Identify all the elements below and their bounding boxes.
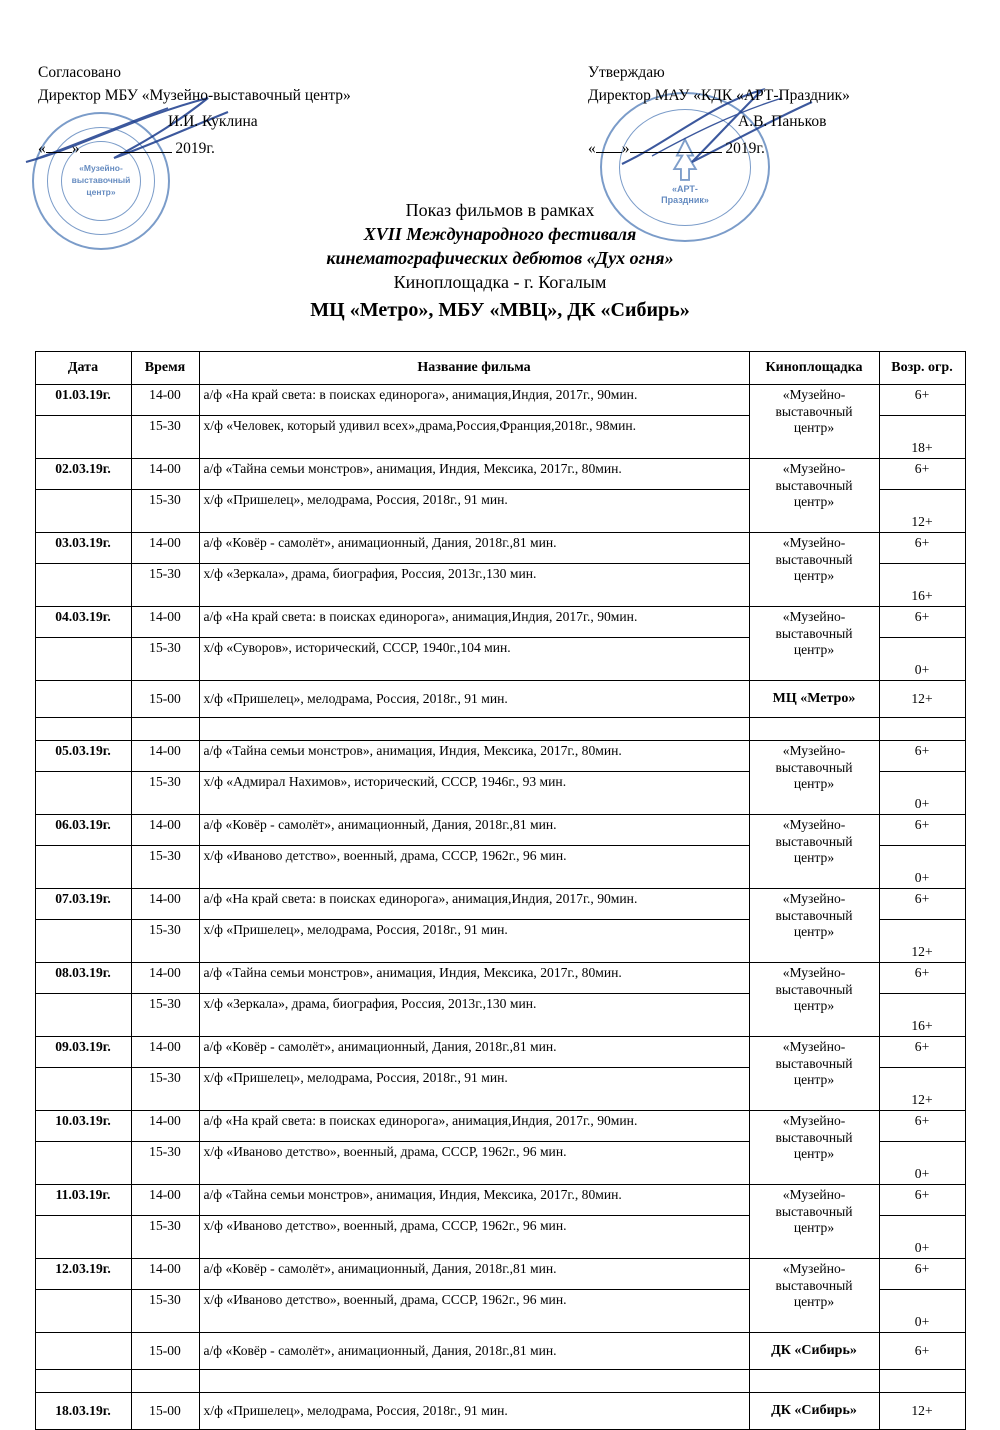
table-row <box>35 741 965 772</box>
approval-left-title: Согласовано <box>38 64 121 81</box>
venue-line-3: центр» <box>793 419 835 435</box>
title-line-2: XVII Международного фестиваля <box>363 223 637 244</box>
date-cell <box>35 1068 131 1111</box>
venue-line-2: выставочный <box>775 403 853 419</box>
date-cell: 04.03.19г. <box>35 607 131 638</box>
age-cell: 12+ <box>879 490 965 533</box>
time-cell: 15-30 <box>131 564 199 607</box>
table-row <box>35 1259 965 1290</box>
approval-right <box>588 62 948 161</box>
date-cell <box>35 564 131 607</box>
approval-left-month-blank <box>80 152 172 153</box>
age-cell: 0+ <box>879 1216 965 1259</box>
venue-cell <box>749 1185 879 1259</box>
venue-cell <box>749 963 879 1037</box>
approval-left-day-blank <box>46 152 72 153</box>
age-cell: 6+ <box>879 741 965 772</box>
date-cell <box>35 994 131 1037</box>
approval-right-year: 2019г. <box>725 140 765 158</box>
venue-cell <box>749 533 879 607</box>
stamp-right-line2: Праздник» <box>661 195 709 205</box>
venue-cell <box>749 741 879 815</box>
header-film: Название фильма <box>199 352 749 385</box>
spacer-cell <box>131 718 199 741</box>
age-cell: 18+ <box>879 416 965 459</box>
film-cell: а/ф «Тайна семьи монстров», анимация, Индия, Мексика, 2017г., 80мин. <box>199 741 749 772</box>
approval-left-year: 2019г. <box>175 140 215 158</box>
film-cell: х/ф «Адмирал Нахимов», исторический, СССР, 1946г., 93 мин. <box>199 772 749 815</box>
age-cell: 6+ <box>879 385 965 416</box>
date-cell: 06.03.19г. <box>35 815 131 846</box>
age-cell: 6+ <box>879 889 965 920</box>
spacer-row <box>35 1370 965 1393</box>
venue-line-3: центр» <box>793 641 835 657</box>
table-row <box>35 385 965 416</box>
venue-line-3: центр» <box>793 567 835 583</box>
stamp-right-line1: «АРТ- <box>672 184 698 194</box>
approval-left-name: И.И. Куклина <box>168 112 258 130</box>
approval-left-date-close: » <box>71 140 80 158</box>
time-cell: 14-00 <box>131 815 199 846</box>
page-title <box>0 199 1000 323</box>
film-cell: а/ф «На край света: в поисках единорога», анимация,Индия, 2017г., 90мин. <box>199 1111 749 1142</box>
approval-right-title: Утверждаю <box>588 64 665 81</box>
time-cell: 14-00 <box>131 1037 199 1068</box>
age-cell: 0+ <box>879 638 965 681</box>
approval-right-month-blank <box>630 152 722 153</box>
time-cell: 14-00 <box>131 459 199 490</box>
date-cell <box>35 416 131 459</box>
schedule-body <box>35 385 965 1430</box>
film-cell: а/ф «Ковёр - самолёт», анимационный, Дания, 2018г.,81 мин. <box>199 1333 749 1370</box>
table-row <box>35 533 965 564</box>
venue-line-2: выставочный <box>775 1203 853 1219</box>
date-cell: 09.03.19г. <box>35 1037 131 1068</box>
time-cell: 15-30 <box>131 1142 199 1185</box>
age-cell: 0+ <box>879 772 965 815</box>
venue-line-3: центр» <box>793 493 835 509</box>
stamp-left-line3: центр» <box>86 187 116 197</box>
header-date: Дата <box>35 352 131 385</box>
title-line-5: МЦ «Метро», МБУ «МВЦ», ДК «Сибирь» <box>310 298 690 321</box>
film-cell: х/ф «Человек, который удивил всех»,драма,Россия,Франция,2018г., 98мин. <box>199 416 749 459</box>
approval-left-date <box>38 138 458 160</box>
table-row <box>35 1037 965 1068</box>
time-cell: 14-00 <box>131 385 199 416</box>
venue-line-3: центр» <box>793 1071 835 1087</box>
venue-line-3: центр» <box>793 923 835 939</box>
approval-left-date-open: « <box>38 140 46 158</box>
film-cell: х/ф «Иваново детство», военный, драма, СССР, 1962г., 96 мин. <box>199 1290 749 1333</box>
spacer-cell <box>35 718 131 741</box>
age-cell: 6+ <box>879 815 965 846</box>
venue-line-2: выставочный <box>775 907 853 923</box>
date-cell: 12.03.19г. <box>35 1259 131 1290</box>
film-cell: х/ф «Суворов», исторический, СССР, 1940г.,104 мин. <box>199 638 749 681</box>
age-cell: 6+ <box>879 1333 965 1370</box>
age-cell: 6+ <box>879 533 965 564</box>
film-cell: х/ф «Иваново детство», военный, драма, СССР, 1962г., 96 мин. <box>199 1216 749 1259</box>
venue-cell <box>749 385 879 459</box>
date-cell <box>35 846 131 889</box>
date-cell: 11.03.19г. <box>35 1185 131 1216</box>
film-cell: а/ф «Ковёр - самолёт», анимационный, Дания, 2018г.,81 мин. <box>199 1037 749 1068</box>
age-cell: 12+ <box>879 1393 965 1430</box>
title-line-4: Киноплощадка - г. Когалым <box>393 271 607 292</box>
age-cell: 12+ <box>879 920 965 963</box>
date-cell <box>35 1142 131 1185</box>
age-cell: 6+ <box>879 1111 965 1142</box>
venue-line-2: выставочный <box>775 1129 853 1145</box>
table-row <box>35 1185 965 1216</box>
date-cell: 08.03.19г. <box>35 963 131 994</box>
venue-cell <box>749 889 879 963</box>
approval-left <box>38 62 458 161</box>
spacer-cell <box>35 1370 131 1393</box>
spacer-row <box>35 718 965 741</box>
age-cell: 16+ <box>879 564 965 607</box>
venue-cell <box>749 1037 879 1111</box>
header-time: Время <box>131 352 199 385</box>
venue-line-3: центр» <box>793 1219 835 1235</box>
age-cell: 6+ <box>879 1185 965 1216</box>
spacer-cell <box>749 718 879 741</box>
venue-cell: ДК «Сибирь» <box>749 1333 879 1370</box>
table-row <box>35 1111 965 1142</box>
film-cell: х/ф «Зеркала», драма, биография, Россия, 2013г.,130 мин. <box>199 994 749 1037</box>
venue-cell <box>749 815 879 889</box>
approval-right-day-blank <box>596 152 622 153</box>
time-cell: 15-30 <box>131 490 199 533</box>
date-cell <box>35 920 131 963</box>
date-cell: 01.03.19г. <box>35 385 131 416</box>
time-cell: 15-00 <box>131 681 199 718</box>
approval-right-date <box>588 138 948 160</box>
time-cell: 15-30 <box>131 772 199 815</box>
film-cell: а/ф «Тайна семьи монстров», анимация, Индия, Мексика, 2017г., 80мин. <box>199 459 749 490</box>
venue-line-3: центр» <box>793 997 835 1013</box>
venue-line-2: выставочный <box>775 759 853 775</box>
time-cell: 15-30 <box>131 846 199 889</box>
age-cell: 6+ <box>879 459 965 490</box>
spacer-cell <box>879 718 965 741</box>
title-line-3: кинематографических дебютов «Дух огня» <box>326 247 674 268</box>
age-cell: 6+ <box>879 1037 965 1068</box>
date-cell: 03.03.19г. <box>35 533 131 564</box>
date-cell <box>35 638 131 681</box>
age-cell: 6+ <box>879 1259 965 1290</box>
header-venue: Киноплощадка <box>749 352 879 385</box>
time-cell: 14-00 <box>131 607 199 638</box>
table-row <box>35 1333 965 1370</box>
stamp-left-line2: выставочный <box>71 175 131 185</box>
time-cell: 15-30 <box>131 416 199 459</box>
date-cell: 05.03.19г. <box>35 741 131 772</box>
venue-line-2: выставочный <box>775 625 853 641</box>
film-cell: х/ф «Зеркала», драма, биография, Россия, 2013г.,130 мин. <box>199 564 749 607</box>
date-cell <box>35 1333 131 1370</box>
venue-line-1: «Музейно- <box>782 965 846 981</box>
film-cell: х/ф «Иваново детство», военный, драма, СССР, 1962г., 96 мин. <box>199 1142 749 1185</box>
venue-line-2: выставочный <box>775 1055 853 1071</box>
time-cell: 15-00 <box>131 1333 199 1370</box>
venue-line-2: выставочный <box>775 981 853 997</box>
venue-line-3: центр» <box>793 1145 835 1161</box>
venue-line-1: «Музейно- <box>782 891 846 907</box>
venue-cell <box>749 1259 879 1333</box>
film-cell: х/ф «Пришелец», мелодрама, Россия, 2018г., 91 мин. <box>199 920 749 963</box>
table-row <box>35 889 965 920</box>
schedule-table <box>35 351 966 1430</box>
film-cell: а/ф «Тайна семьи монстров», анимация, Индия, Мексика, 2017г., 80мин. <box>199 1185 749 1216</box>
venue-line-3: центр» <box>793 1293 835 1309</box>
venue-line-1: «Музейно- <box>782 535 846 551</box>
time-cell: 15-30 <box>131 1068 199 1111</box>
time-cell: 15-30 <box>131 638 199 681</box>
date-cell: 18.03.19г. <box>35 1393 131 1430</box>
approvals-header <box>0 0 1000 161</box>
film-cell: а/ф «На край света: в поисках единорога», анимация,Индия, 2017г., 90мин. <box>199 889 749 920</box>
time-cell: 15-30 <box>131 994 199 1037</box>
stamp-left-line1: «Музейно- <box>79 163 123 173</box>
header-age: Возр. огр. <box>879 352 965 385</box>
table-row <box>35 681 965 718</box>
title-line-1: Показ фильмов в рамках <box>405 199 595 220</box>
age-cell: 0+ <box>879 1290 965 1333</box>
age-cell: 6+ <box>879 607 965 638</box>
approval-right-name: А.В. Паньков <box>738 112 827 130</box>
date-cell <box>35 681 131 718</box>
venue-cell: МЦ «Метро» <box>749 681 879 718</box>
age-cell: 0+ <box>879 846 965 889</box>
time-cell: 14-00 <box>131 533 199 564</box>
film-cell: а/ф «Тайна семьи монстров», анимация, Индия, Мексика, 2017г., 80мин. <box>199 963 749 994</box>
date-cell: 02.03.19г. <box>35 459 131 490</box>
venue-cell <box>749 607 879 681</box>
time-cell: 14-00 <box>131 1259 199 1290</box>
approval-right-org: Директор МАУ «КДК «АРТ-Праздник» <box>588 87 850 105</box>
date-cell: 10.03.19г. <box>35 1111 131 1142</box>
venue-line-1: «Музейно- <box>782 817 846 833</box>
age-cell: 16+ <box>879 994 965 1037</box>
venue-line-3: центр» <box>793 849 835 865</box>
film-cell: а/ф «На край света: в поисках единорога», анимация,Индия, 2017г., 90мин. <box>199 385 749 416</box>
film-cell: х/ф «Пришелец», мелодрама, Россия, 2018г., 91 мин. <box>199 1068 749 1111</box>
spacer-cell <box>879 1370 965 1393</box>
approval-left-org: Директор МБУ «Музейно-выставочный центр» <box>38 87 351 105</box>
time-cell: 15-00 <box>131 1393 199 1430</box>
age-cell: 6+ <box>879 963 965 994</box>
table-row <box>35 1393 965 1430</box>
venue-line-1: «Музейно- <box>782 461 846 477</box>
spacer-cell <box>199 718 749 741</box>
film-cell: а/ф «На край света: в поисках единорога», анимация,Индия, 2017г., 90мин. <box>199 607 749 638</box>
time-cell: 15-30 <box>131 1290 199 1333</box>
film-cell: х/ф «Пришелец», мелодрама, Россия, 2018г., 91 мин. <box>199 681 749 718</box>
film-cell: х/ф «Пришелец», мелодрама, Россия, 2018г., 91 мин. <box>199 490 749 533</box>
time-cell: 14-00 <box>131 1185 199 1216</box>
time-cell: 14-00 <box>131 889 199 920</box>
time-cell: 14-00 <box>131 741 199 772</box>
table-row <box>35 459 965 490</box>
age-cell: 12+ <box>879 681 965 718</box>
approval-right-date-close: » <box>621 140 630 158</box>
film-cell: х/ф «Пришелец», мелодрама, Россия, 2018г., 91 мин. <box>199 1393 749 1430</box>
spacer-cell <box>199 1370 749 1393</box>
table-row <box>35 815 965 846</box>
time-cell: 15-30 <box>131 1216 199 1259</box>
time-cell: 15-30 <box>131 920 199 963</box>
time-cell: 14-00 <box>131 1111 199 1142</box>
date-cell <box>35 1290 131 1333</box>
venue-line-1: «Музейно- <box>782 1261 846 1277</box>
venue-line-1: «Музейно- <box>782 609 846 625</box>
date-cell <box>35 490 131 533</box>
age-cell: 12+ <box>879 1068 965 1111</box>
table-header-row <box>35 352 965 385</box>
venue-line-3: центр» <box>793 775 835 791</box>
film-cell: а/ф «Ковёр - самолёт», анимационный, Дания, 2018г.,81 мин. <box>199 533 749 564</box>
venue-line-2: выставочный <box>775 833 853 849</box>
film-cell: х/ф «Иваново детство», военный, драма, СССР, 1962г., 96 мин. <box>199 846 749 889</box>
approval-right-date-open: « <box>588 140 596 158</box>
venue-line-1: «Музейно- <box>782 1039 846 1055</box>
venue-line-1: «Музейно- <box>782 387 846 403</box>
date-cell: 07.03.19г. <box>35 889 131 920</box>
spacer-cell <box>749 1370 879 1393</box>
venue-line-1: «Музейно- <box>782 1113 846 1129</box>
film-cell: а/ф «Ковёр - самолёт», анимационный, Дания, 2018г.,81 мин. <box>199 1259 749 1290</box>
venue-cell: ДК «Сибирь» <box>749 1393 879 1430</box>
venue-line-1: «Музейно- <box>782 1187 846 1203</box>
venue-cell <box>749 459 879 533</box>
time-cell: 14-00 <box>131 963 199 994</box>
age-cell: 0+ <box>879 1142 965 1185</box>
venue-line-2: выставочный <box>775 477 853 493</box>
venue-line-2: выставочный <box>775 1277 853 1293</box>
table-row <box>35 963 965 994</box>
table-row <box>35 607 965 638</box>
spacer-cell <box>131 1370 199 1393</box>
venue-line-2: выставочный <box>775 551 853 567</box>
date-cell <box>35 772 131 815</box>
date-cell <box>35 1216 131 1259</box>
venue-cell <box>749 1111 879 1185</box>
film-cell: а/ф «Ковёр - самолёт», анимационный, Дания, 2018г.,81 мин. <box>199 815 749 846</box>
venue-line-1: «Музейно- <box>782 743 846 759</box>
